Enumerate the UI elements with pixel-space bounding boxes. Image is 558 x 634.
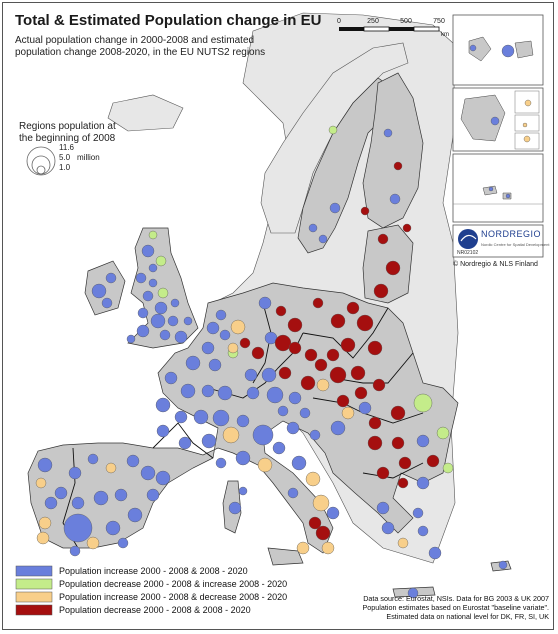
region-circle [301, 376, 315, 390]
region-circle [262, 368, 276, 382]
region-circle [329, 126, 337, 134]
region-circle [175, 331, 187, 343]
region-circle [337, 395, 349, 407]
scale-bar-segment [339, 27, 364, 31]
region-circle [175, 411, 187, 423]
region-circle [253, 425, 273, 445]
region-circle [355, 387, 367, 399]
region-circle [305, 349, 317, 361]
legend-swatch-decrease-decrease [16, 605, 52, 615]
region-circle [229, 502, 241, 514]
region-circle [245, 369, 257, 381]
region-circle [373, 379, 385, 391]
region-circle [418, 526, 428, 536]
map-subtitle-line: Actual population change in 2000-2008 and estimated [15, 35, 255, 46]
region-circle [489, 187, 493, 191]
region-circle [392, 437, 404, 449]
nordregio-logo [453, 225, 550, 268]
region-circle [138, 308, 148, 318]
region-circle [55, 487, 67, 499]
scale-bar-unit: km [441, 32, 449, 38]
region-circle [202, 342, 214, 354]
logo-tagline: Nordic Centre for Spatial Development [481, 242, 550, 247]
region-circle [525, 100, 531, 106]
region-circle [247, 387, 259, 399]
region-circle [322, 542, 334, 554]
region-circle [259, 297, 271, 309]
region-circle [357, 315, 373, 331]
region-circle [315, 359, 327, 371]
region-circle [524, 136, 530, 142]
region-circle [141, 466, 155, 480]
region-circle [87, 537, 99, 549]
region-circle [216, 310, 226, 320]
region-circle [160, 330, 170, 340]
region-circle [147, 489, 159, 501]
region-circle [429, 547, 441, 559]
region-circle [216, 458, 226, 468]
region-circle [414, 394, 432, 412]
region-circle [136, 273, 146, 283]
region-circle [218, 386, 232, 400]
region-circle [149, 264, 157, 272]
region-circle [297, 542, 309, 554]
region-circle [506, 194, 510, 198]
scale-bar-tick: 0 [337, 18, 341, 25]
region-circle [330, 203, 340, 213]
region-circle [45, 497, 57, 509]
region-circle [118, 538, 128, 548]
size-legend-heading: Regions population at [19, 121, 116, 132]
size-legend-circle-medium [32, 156, 50, 174]
region-circle [377, 502, 389, 514]
legend-label: Population increase 2000 - 2008 & 2008 - 2020 [59, 566, 248, 576]
region-circle [384, 129, 392, 137]
region-circle [223, 427, 239, 443]
region-circle [278, 406, 288, 416]
region-circle [184, 317, 192, 325]
region-circle [331, 314, 345, 328]
region-circle [398, 538, 408, 548]
logo-name: NORDREGIO [481, 229, 542, 239]
region-circle [231, 320, 245, 334]
region-circle [143, 291, 153, 301]
region-circle [202, 385, 214, 397]
region-circle [390, 194, 400, 204]
region-circle [171, 299, 179, 307]
region-circle [149, 231, 157, 239]
region-circle [417, 477, 429, 489]
region-circle [330, 367, 346, 383]
region-circle [319, 235, 327, 243]
region-circle [378, 234, 388, 244]
logo-globe-icon [458, 229, 478, 249]
region-circle [310, 430, 320, 440]
region-circle [64, 514, 92, 542]
region-circle [70, 546, 80, 556]
scale-bar-tick: 750 [433, 18, 445, 25]
region-circle [491, 117, 499, 125]
region-circle [156, 471, 170, 485]
region-circle [128, 508, 142, 522]
region-circle [276, 306, 286, 316]
region-circle [300, 408, 310, 418]
region-circle [437, 427, 449, 439]
region-circle [156, 256, 166, 266]
region-circle [106, 273, 116, 283]
region-circle [341, 338, 355, 352]
region-circle [351, 366, 365, 380]
region-circle [316, 526, 330, 540]
region-circle [347, 302, 359, 314]
region-circle [327, 507, 339, 519]
source-line: Data source: Eurostat, NSIs. Data for BG 2003 & UK 2007 [363, 594, 549, 603]
region-circle [386, 261, 400, 275]
region-circle [115, 489, 127, 501]
region-circle [228, 343, 238, 353]
region-circle [374, 284, 388, 298]
region-circle [252, 347, 264, 359]
size-legend-unit: million [77, 153, 100, 162]
region-circle [142, 245, 154, 257]
scale-bar-segment [364, 27, 389, 31]
region-circle [342, 407, 354, 419]
region-circle [427, 455, 439, 467]
region-circle [36, 478, 46, 488]
region-circle [391, 406, 405, 420]
inset-azores-madeira [453, 154, 543, 222]
region-circle [368, 341, 382, 355]
region-circle [394, 162, 402, 170]
region-circle [156, 398, 170, 412]
region-circle [106, 463, 116, 473]
region-circle [382, 522, 394, 534]
region-circle [288, 318, 302, 332]
source-line: Population estimates based on Eurostat "baseline variate". [362, 603, 549, 612]
size-legend-value: 11.6 [59, 143, 74, 152]
legend-swatch-increase-decrease [16, 592, 52, 602]
size-legend-value: 5.0 [59, 153, 71, 162]
region-circle [39, 517, 51, 529]
legend-swatch-increase-increase [16, 566, 52, 576]
region-circle [306, 472, 320, 486]
region-circle [237, 415, 249, 427]
region-circle [258, 458, 272, 472]
region-circle [369, 417, 381, 429]
region-circle [213, 410, 229, 426]
region-circle [267, 387, 283, 403]
size-legend-circle-small [37, 166, 45, 174]
region-circle [443, 463, 453, 473]
region-circle [403, 224, 411, 232]
map-frame [2, 2, 554, 630]
region-circle [207, 322, 219, 334]
region-circle [94, 491, 108, 505]
size-legend-circle-large [27, 147, 55, 175]
region-circle [398, 478, 408, 488]
region-circle [499, 561, 507, 569]
land-iceland [108, 95, 183, 131]
region-circle [88, 454, 98, 464]
scale-bar-tick: 500 [400, 18, 412, 25]
region-circle [106, 521, 120, 535]
region-circle [413, 508, 423, 518]
region-circle [313, 298, 323, 308]
region-circle [72, 497, 84, 509]
region-circle [239, 487, 247, 495]
region-circle [309, 224, 317, 232]
scale-bar-segment [414, 27, 439, 31]
region-circle [38, 458, 52, 472]
region-circle [127, 455, 139, 467]
region-circle [151, 314, 165, 328]
region-circle [275, 335, 291, 351]
size-legend [19, 121, 116, 175]
region-circle [331, 421, 345, 435]
legend-swatch-decrease-increase [16, 579, 52, 589]
region-circle [165, 372, 177, 384]
region-circle [186, 356, 200, 370]
region-circle [102, 298, 112, 308]
region-circle [69, 467, 81, 479]
region-circle [289, 392, 301, 404]
population-change-map [3, 3, 554, 630]
region-circle [368, 436, 382, 450]
region-circle [289, 342, 301, 354]
scale-bar-tick: 250 [367, 18, 379, 25]
logo-map-id: NR02102 [457, 250, 479, 256]
region-circle [377, 467, 389, 479]
map-subtitle-line: population change 2008-2020, in the EU NUTS2 regions [15, 47, 266, 58]
region-circle [158, 288, 168, 298]
region-circle [288, 488, 298, 498]
source-notes [363, 594, 550, 621]
logo-copyright: © Nordregio & NLS Finland [453, 261, 538, 268]
size-legend-heading: the beginning of 2008 [19, 133, 116, 144]
region-circle [361, 207, 369, 215]
region-circle [240, 338, 250, 348]
legend-label: Population decrease 2000 - 2008 & increase 2008 - 2020 [59, 579, 288, 589]
region-circle [399, 457, 411, 469]
land-canary [515, 41, 533, 58]
region-circle [273, 442, 285, 454]
region-circle [359, 402, 371, 414]
region-circle [149, 279, 157, 287]
region-circle [287, 422, 299, 434]
region-circle [236, 451, 250, 465]
region-circle [417, 435, 429, 447]
inset-small-box [515, 115, 539, 131]
region-circle [279, 367, 291, 379]
region-circle [470, 45, 476, 51]
region-circle [37, 532, 49, 544]
region-circle [502, 45, 514, 57]
legend-label: Population decrease 2000 - 2008 & 2008 - 2020 [59, 605, 251, 615]
region-circle [523, 123, 527, 127]
region-circle [202, 434, 216, 448]
region-circle [327, 349, 339, 361]
region-circle [292, 456, 306, 470]
region-circle [194, 410, 208, 424]
region-circle [181, 384, 195, 398]
region-circle [209, 359, 221, 371]
region-circle [179, 437, 191, 449]
scale-bar-segment [389, 27, 414, 31]
region-circle [313, 495, 329, 511]
region-circle [137, 325, 149, 337]
source-line: Estimated data on national level for DK, FR, SI, UK [386, 612, 549, 621]
region-circle [220, 330, 230, 340]
region-circle [317, 379, 329, 391]
region-circle [127, 335, 135, 343]
color-legend [16, 566, 287, 615]
region-circle [168, 316, 178, 326]
region-circle [92, 284, 106, 298]
region-circle [157, 425, 169, 437]
size-legend-value: 1.0 [59, 163, 71, 172]
map-title: Total & Estimated Population change in EU [15, 12, 322, 29]
legend-label: Population increase 2000 - 2008 & decrease 2008 - 2020 [59, 592, 288, 602]
region-circle [155, 302, 167, 314]
